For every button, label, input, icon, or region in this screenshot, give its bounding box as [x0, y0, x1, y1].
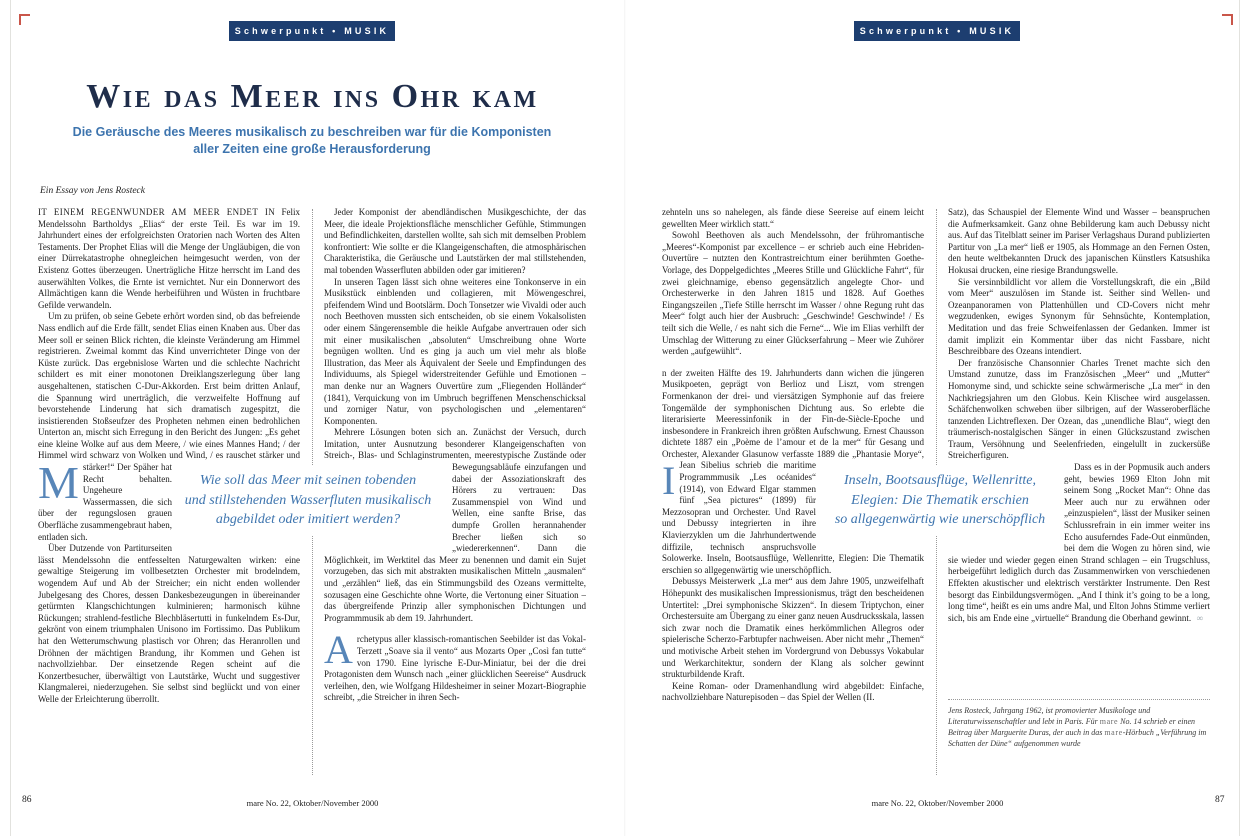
spread-seam: [624, 0, 626, 836]
pull-quote-line: und stillstehenden Wasserfluten musikalisch: [184, 492, 432, 508]
brand-word: mare: [1104, 728, 1123, 737]
body-paragraph: Satz), das Schauspiel der Elemente Wind und Wasser – beanspruchen die Aufmerksamkeit. Ganz ohne Bebilderung kam auch Debussy nicht aus. Auf das Titelblatt seiner im Pariser Verlagshaus Durand publizierten Partitur von „La mer“ ließ er 1905, als Hommage an den Fernen Osten, den heute weltbekannten Druck des japanischen Künstlers Katsushika Hokusai drucken, eine riesige Brandungswelle.: [948, 207, 1210, 275]
pull-quote: [820, 466, 1060, 536]
byline: Ein Essay von Jens Rosteck: [40, 186, 145, 196]
drop-cap: I: [662, 458, 676, 503]
body-paragraph: Archetypus aller klassisch-romantischen Seebilder ist das Vokal-Terzett „Soave sia il vento“ aus Mozarts Oper „Così fan tutte“ von 1790. Eine lyrische E-Dur-Miniatur, bei der die drei Protagonisten dem Wunsch nach „einer glücklichen Seereise“ Ausdruck verleihen, den, wie Wolfgang Hildesheimer in seiner Mozart-Biographie schreibt, „die Streicher in ihren Sech-: [324, 627, 586, 703]
body-paragraph: Debussys Meisterwerk „La mer“ aus dem Jahre 1905, unzweifelhaft Höhepunkt des musikalischen Impressionismus, trägt den bescheidenen Untertitel: „Drei symphonische Skizzen“. In diesem Triptychon, einer Orchestersuite am Übergang zu einer ganz neuen Ausdrucksskala, lassen sich zwar noch die Dramatik eines herkömmlichen Allegros oder spielerische Scherzo-Farbtupfer nachweisen. Aber nicht mehr „Themen“ und motivische Arbeit stehen im Vordergrund von Debussys Vokabular und Werkarchitektur, sondern der Klang als solcher gewinnt strukturbildende Kraft.: [662, 576, 924, 680]
body-paragraph: zehnteln uns so nahelegen, als fände diese Seereise auf einem leicht gewellten Meer wirklich statt.“: [662, 207, 924, 229]
pull-quote-line: so allgegenwärtig wie unerschöpflich: [834, 512, 1046, 527]
section-kicker: Schwerpunkt • MUSIK: [229, 21, 395, 41]
lead-in-caps: IT EINEM REGENWUNDER AM MEER ENDET IN: [38, 207, 276, 217]
pull-quote-line: Wie soll das Meer mit seinen tobenden: [199, 473, 417, 488]
body-paragraph: Mehrere Lösungen boten sich an. Zunächst der Versuch, durch Imitation, unter Ausnutzung besonderer Klangeigenschaften von Streich-, Blas- und Schlaginstrumenten, meerestypische Zustände oder Bewegungsabläufe einzufangen und dabei der Assoziationskraft des Hörers zu vertrauen: Das Zusammenspiel von Wind und Wellen, eine sanfte Brise, das dumpfe Grollen herannahender Brecher ließen sich so „wiedererkennen“. Dann die Möglichkeit, im Werktitel das Meer zu benennen und damit ein Sujet vorzugeben, das sich mit abstrakten musikalischen Mitteln „ausmalen“ und „erzählen“ ließ, das ein Stimmungsbild des Ozeans vermittelte, sozusagen eine Geschichte ohne Worte, die Vertonung einer Situation – das übergreifende Prinzip aller symphonischen Dichtungen und Programmmusik ab dem 19. Jahrhundert.: [324, 427, 586, 623]
crop-mark-icon: [19, 14, 30, 25]
drop-cap: M: [38, 457, 79, 508]
running-footer: mare No. 22, Oktober/November 2000: [871, 798, 1004, 808]
running-footer: mare No. 22, Oktober/November 2000: [246, 798, 379, 808]
body-paragraph: Keine Roman- oder Dramenhandlung wird abgebildet: Einfache, nachvollziehbare Naturepisoden – das Spiel der Wellen (II.: [662, 680, 924, 703]
body-paragraph: Jeder Komponist der abendländischen Musikgeschichte, der das Meer, die ideale Projektionsfläche menschlicher Gefühle, Stimmungen und Befindlichkeiten, darstellen wollte, sah sich mit demselben Problem konfrontiert: Wie sollte er die Klangeigenschaften, die atmosphärischen Charakteristika, die Geräusche und Lautstärken der mal stillstehenden, mal tobenden Wasserfluten abbilden oder gar imitieren?: [324, 207, 586, 275]
crop-mark-icon: [1222, 14, 1233, 25]
drop-cap: A: [324, 627, 353, 673]
author-bio: [948, 699, 1210, 749]
body-paragraph: Dass es in der Popmusik auch anders geht, bewies 1969 Elton John mit seinem Song „Rocket Man“: Ohne das Meer auch nur zu erwähnen oder „einzuspielen“, lässt der Musiker seinen Schlussrefrain in ein immer weiter ins Echo ausuferndes Fade-Out einmünden, bei dem die Wogen zu hören sind, wie sie wieder und wieder gegen einen Strand schlagen – ein Trugschluss, herbeigeführt lediglich durch das Zusammenwirken von verschiedenen Effekten akustischer und elektrisch verstärkter Instrumente. Den Rest besorgt das Einbildungsvermögen. „And I think it’s going to be a long, long time“, heißt es ein ums andre Mal, und Elton Johns Stimme verliert sich, bis am Ende eine „virtuelle“ Brandung die Oberhand gewinnt. ∞: [948, 462, 1210, 623]
body-paragraph: M IT EINEM REGENWUNDER AM MEER ENDET IN Felix Mendelssohn Bartholdys „Elias“ der erste Teil. Es war im 19. Jahrhundert eines der erfolgreichsten Oratorien nach Worten des Alten Testaments. Der Prophet Elias will die Menge der Ungläubigen, die von einer Dürrekatastrophe ohnegleichen heimgesucht werden, von der Existenz Gottes überzeugen. Unerträgliche Hitze herrscht im Land des auserwählten Volkes, die Ernte ist vernichtet. Nur ein Donnerwort des Allmächtigen kann die Wende herbeiführen und Wüsten in fruchtbare Gefilde verwandeln.: [38, 207, 300, 508]
article-end-icon: ∞: [1194, 612, 1203, 623]
page-number: 86: [22, 795, 32, 805]
bio-text: No. 14 schrieb er einen Beitrag über Marguerite Duras, der auch in das: [948, 717, 1196, 737]
body-paragraph: In unseren Tagen lässt sich ohne weiteres eine Tonkonserve in ein Musikstück einblenden und collagieren, mit Möwengeschrei, pfeifendem Wind und Bootslärm. Doch Tonsetzer wie Vivaldi oder auch noch Beethoven mussten sich entscheiden, ob sie einem Vokalsolisten oder einem Sängerensemble die heikle Aufgabe anvertrauen oder sich mit einer musikalischen „absoluten“ Umschreibung ohne Worte begnügen wollten. Und es ging ja auch um viel mehr als bloße Illustration, das Meer als Äquivalent der Seele und Empfindungen des Individuums, als Spiegel widerstreitender Gefühle und Emotionen – man denke nur an Wagners Ouvertüre zum „Fliegenden Holländer“ (1841), Verquickung von im Umbruch begriffenen Menschenschicksal und zorniger Natur, von psychologischen und „elementaren“ Komponenten.: [324, 276, 586, 426]
bio-text: Jens Rosteck, Jahrgang 1962, ist promovierter Musikologe und Literaturwissenschaftler und lebt in Paris. Für: [948, 706, 1151, 726]
subtitle-line: aller Zeiten eine große Herausforderung: [193, 142, 431, 156]
body-paragraph: Um zu prüfen, ob seine Gebete erhört worden sind, ob das befreiende Nass endlich auf die Erde fällt, sendet Elias einen Knaben aus. Über das Meer soll er seinen Blick richten, die kleinste Veränderung am Himmel registrieren. Zweimal kommt das Kind unverrichteter Dinge von der Küste zurück. Das ergebnislose Warten und die schlechte Nachricht schildert es mit einer monotonen Dreiklangszerlegung über lang ausgehaltenen, statischen C-Dur-Akkorden. Erst beim dritten Anlauf, die Spannung wird unerträglich, die verzweifelte Hoffnung auf bevorstehende Linderung hat sich dramatisch zugespitzt, die insistierenden Stoßseufzer des Propheten nehmen einen bedrohlichen Unterton an, mischt sich Erregung in den Bericht des Jungen: „Es gehet eine kleine Wolke auf aus dem Meere, / wie eines Mannes Hand; / der Himmel wird schwarz von Wolken und Wind, / es rauschet stärker und stärker!“ Der Späher hat Recht behalten. Ungeheure Wassermassen, die sich über der regungslosen grauen Oberfläche zusammengebraut haben, entladen sich.: [38, 311, 300, 542]
pull-quote-line: Elegien: Die Thematik erschien: [851, 492, 1029, 508]
pull-quote-line: Inseln, Bootsausflüge, Wellenritte,: [844, 473, 1036, 488]
section-kicker: Schwerpunkt • MUSIK: [854, 21, 1020, 41]
pull-quote-line: abgebildet oder imitiert werden?: [215, 512, 401, 527]
article-subtitle: [72, 124, 552, 158]
bio-text: -Hörbuch „Verführung im Schatten der Düne“ aufgenommen wurde: [948, 728, 1207, 748]
page-number: 87: [1215, 795, 1225, 805]
pull-quote: [174, 466, 442, 536]
article-title: Wie das Meer ins Ohr kam: [86, 78, 539, 115]
page-trim-right: [1239, 0, 1240, 836]
body-paragraph: I n der zweiten Hälfte des 19. Jahrhunderts dann wichen die jüngeren Musikpoeten, geprägt von Berlioz und Liszt, vom strengen Formenkanon der drei- und viersätzigen Symphonie auf das freiere Tongemälde der symphonischen Dichtung aus. So erlebte die literarisierte Meeressinfonik in der Fin-de-Siècle-Epoche und insbesondere in Frankreich ihren größten Aufschwung. Ernest Chausson dichtete 1887 ein „Poème de l’amour et de la mer“ für Gesang und Orchester, Alexander Glasunow verfasste 1889 die „Phantasie Morye“, Jean Sibelius schrieb die maritime Programmmusik „Les océanides“ (1914), von Edward Elgar stammen fünf „Sea pictures“ (1899) für Mezzosopran und Orchester. Und Ravel und Debussy integrierten in ihre Klavierzyklen um die Jahrhundertwende diffizile, technisch anspruchsvolle Solowerke. Inseln, Bootsausflüge, Wellenritte, Elegien: Die Thematik erschien so allgegenwärtig wie unerschöpflich.: [662, 367, 924, 575]
body-paragraph: Sie versinnbildlicht vor allem die Vorstellungskraft, die ein „Bild vom Meer“ auszulösen im Stande ist. Seither sind Wellen- und Ozeanpanoramen von Plattenhüllen und CD-Covers nicht mehr wegzudenken, ewiges Synonym für Sehnsüchte, Kontemplation, Meditation und das freie Schweifenlassen der Gedanken. Immer ist damit implizit ein Kommentar über das nicht Fassbare, nicht Beschreibbare des Ozeans intendiert.: [948, 276, 1210, 357]
body-paragraph: Über Dutzende von Partiturseiten lässt Mendelssohn die entfesselten Naturgewalten wirken: eine gewaltige Steigerung im vollbesetzten Orchester mit brodelndem, wogendem Auf und Ab der Streicher; ein nicht enden wollender Jubelgesang des Chores, dessen Dankesbezeugungen in übereinander getürmten Klangschichtungen kulminieren; harmonisch kühne Rückungen; strahlend-festliche Blechbläsertutti in funkelndem Es-Dur, gekrönt von einem triumphalen Unisono im Fortissimo. Das Publikum hat den Wetterumschwung plastisch vor Ohren; das Heranrollen und Dröhnen der mächtigen Brandung, ihr Kommen und Gehen ist nachvollziehbar. Der einsetzende Regen scheint auf die Konzertbesucher, überwältigt von Lautstärke, Wucht und suggestiver Klangmalerei, niederzugehen. Sie selbst sind beglückt und von einer Welle der Erleichterung überrollt.: [38, 543, 300, 704]
body-paragraph: Der französische Chansonnier Charles Trenet machte sich den Umstand zunutze, dass im Französischen „Meer“ und „Mutter“ Homonyme sind, und schickte seine schwärmerische „La mer“ in den Nachkriegsjahren um den Globus. Kein Klischee wird ausgelassen. Schäfchenwolken schweben über silbrigen, auf der Wasseroberfläche tanzenden Lichtreflexen. Der Ozean, das „unendliche Blau“, wiegt den träumerisch-nostalgischen Sänger in einen Glückszustand zwischen Traum, Versöhnung und Seelenfrieden, eingelullt in zuckersüße Streicherfiguren.: [948, 357, 1210, 461]
page-trim-left: [10, 0, 11, 836]
subtitle-line: Die Geräusche des Meeres musikalisch zu beschreiben war für die Komponisten: [72, 125, 552, 139]
body-paragraph: Sowohl Beethoven als auch Mendelssohn, der frühromantische „Meeres“-Komponist par excellence – er schrieb auch eine Hebriden-Ouvertüre – nutzten den Kontrastreichtum einer berühmten Goethe-Vorlage, des Doppelgedichtes „Meeres Stille und Glückliche Fahrt“, für zwei gleichnamige, ebenso gegensätzlich angelegte Chor- und Orchesterwerke in den Jahren 1815 und 1828. Auf Goethes Eingangszeilen „Tiefe Stille herrscht im Wasser / ohne Regung ruht das Meer“ folgt auch hier der Ausbruch: „Geschwinde! Geschwinde! / Es teilt sich die Welle, / es naht sich die Ferne“... Wie im Elias verhilft der Umschlag der Witterung zu einer Glückserfahrung – Meer wie Zuhörer werden „aufgewühlt“.: [662, 230, 924, 357]
brand-word: mare: [1099, 717, 1119, 726]
